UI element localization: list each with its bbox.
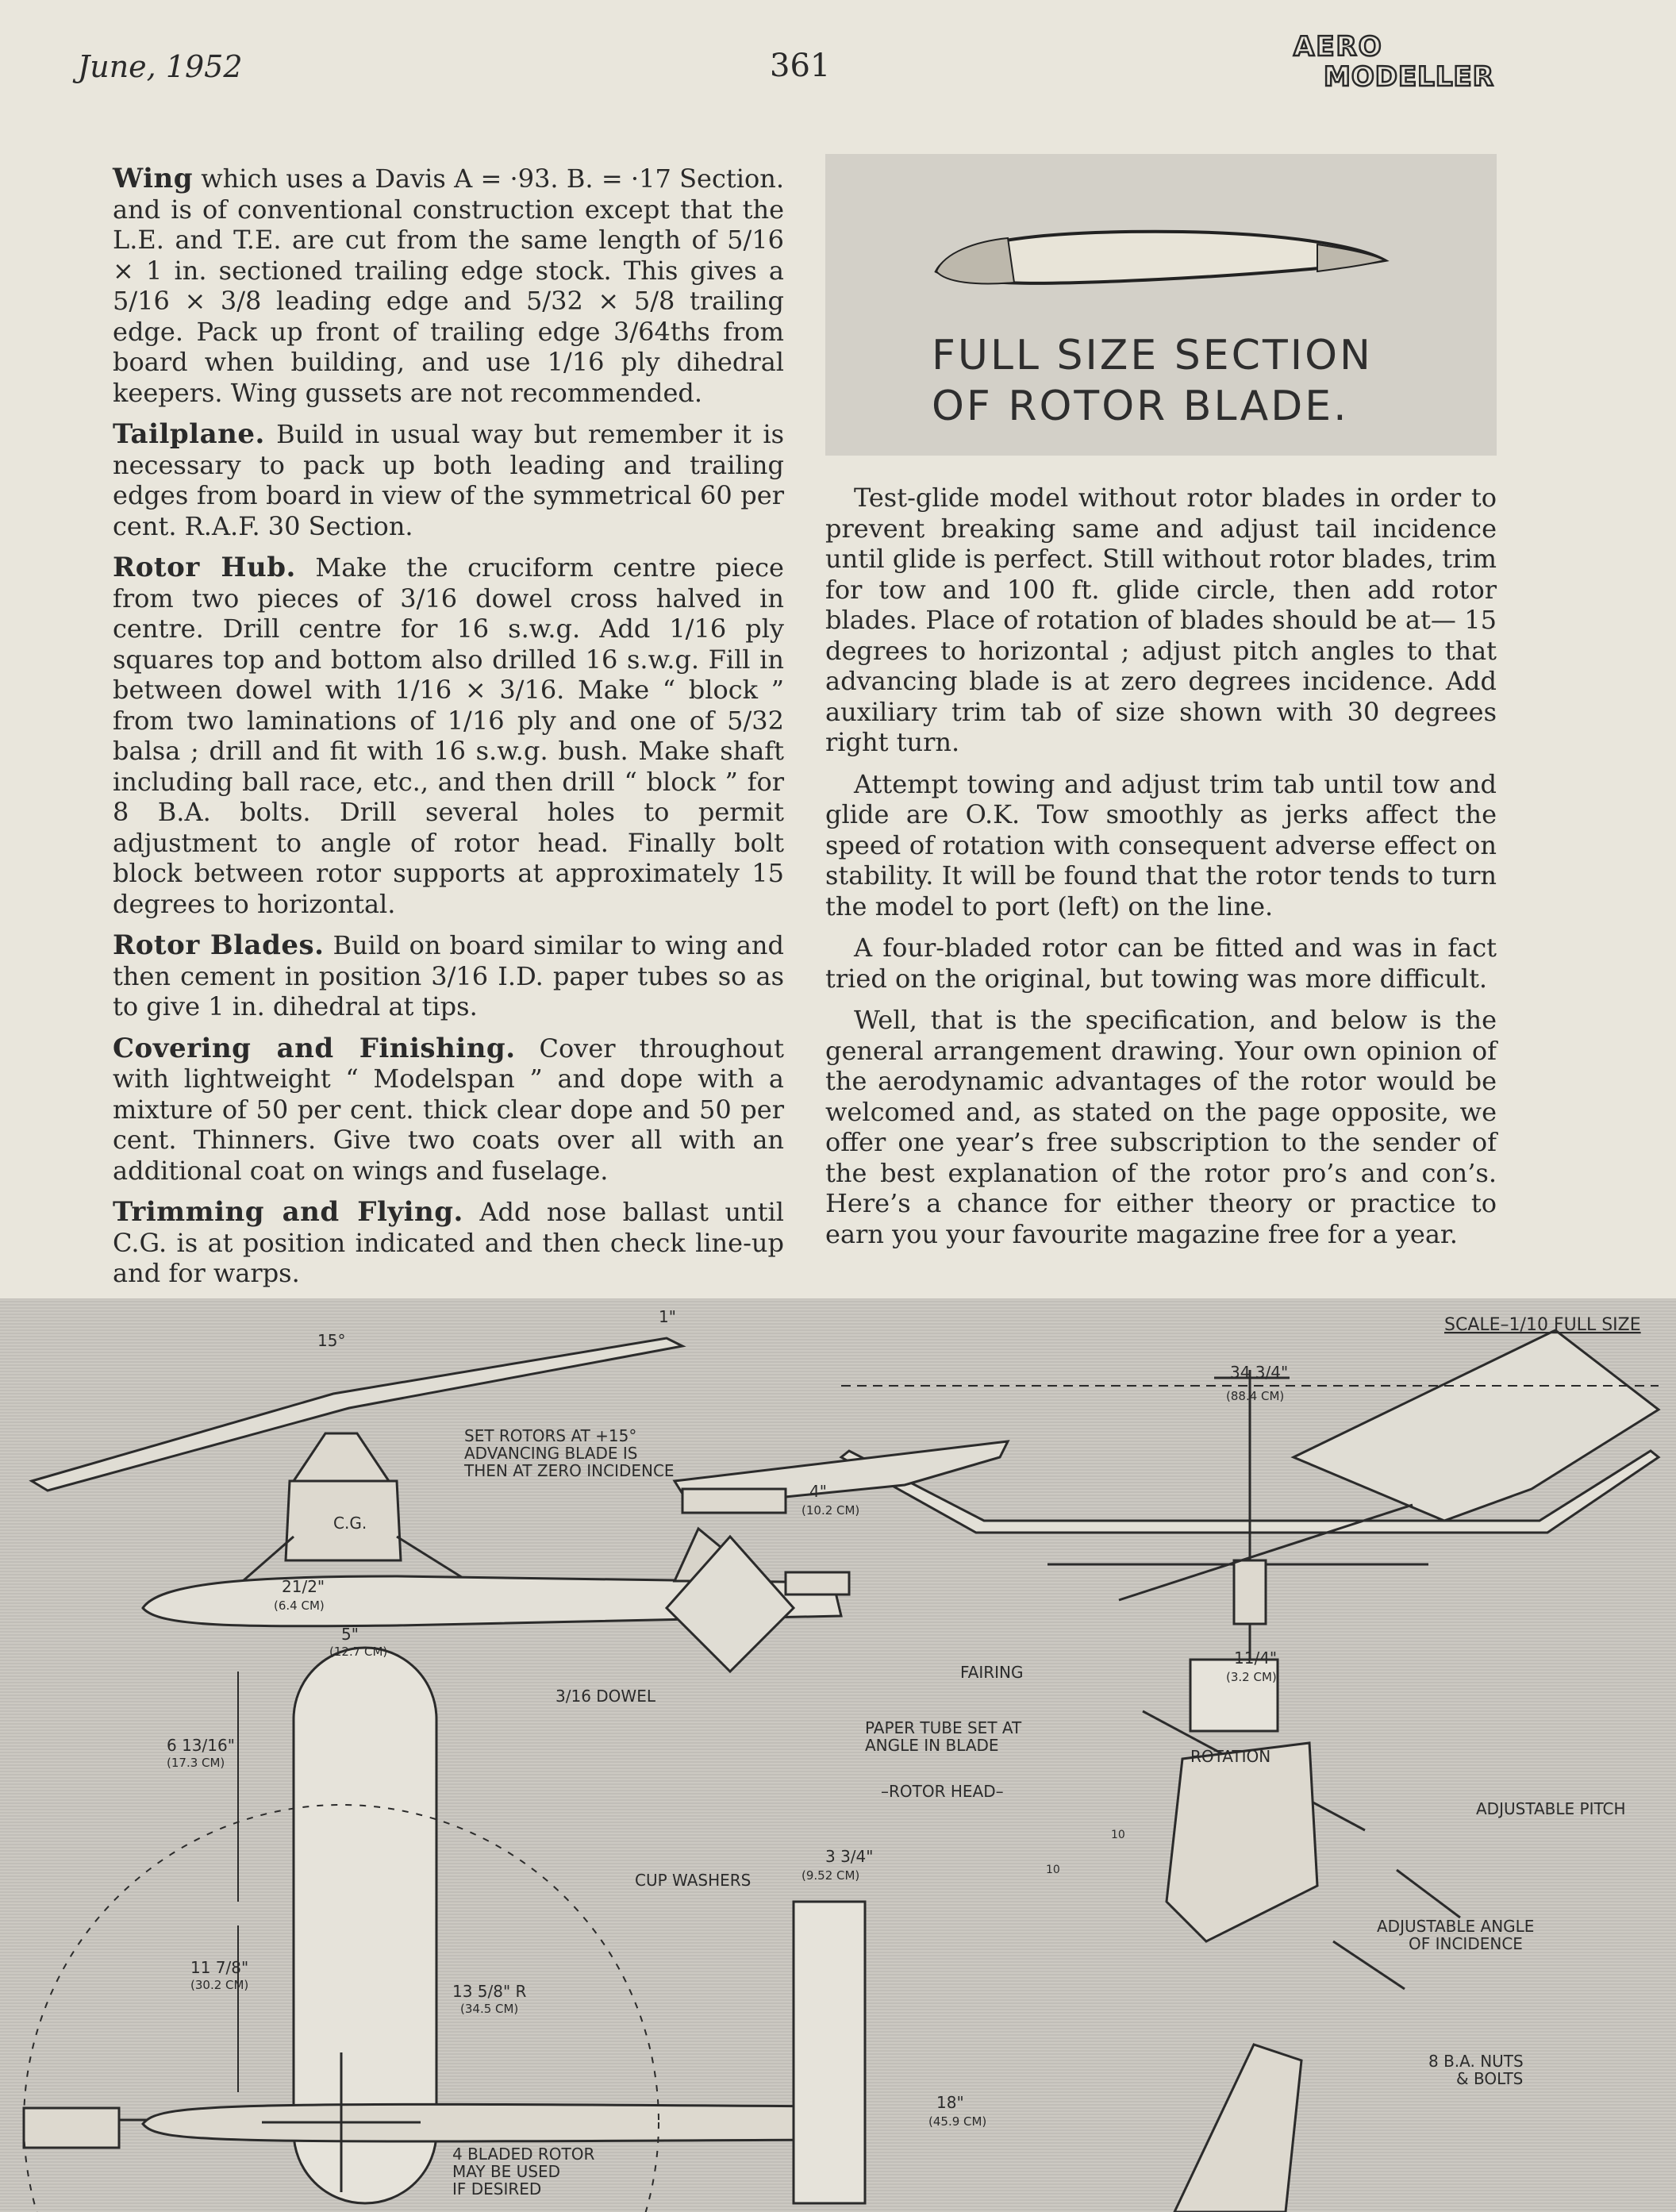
four-bladed-line1: 4 BLADED ROTOR [452, 2145, 595, 2164]
cg-label: C.G. [333, 1514, 367, 1533]
dim-34-cm: (88.4 CM) [1226, 1389, 1285, 1403]
lead-covering: Covering and Finishing. [113, 1032, 516, 1064]
adj-angle-line2: OF INCIDENCE [1409, 1934, 1523, 1953]
body-covering: Cover throughout with lightweight “ Modelspan ” and dope with a mixture of 50 per cent. thick clear dope and 50 per cent. Thinners. Give two coats over all with an additional coat on wings and fuselage. [113, 1033, 784, 1186]
dim-11-7-label: 11 7/8" [190, 1958, 249, 1977]
dim-5-label: 5" [341, 1625, 359, 1644]
paragraph-trimming [113, 1197, 784, 1289]
body-trimming: Add nose ballast until C.G. is at position indicated and then check line-up and for warps. [113, 1197, 784, 1288]
dowel-detail [682, 1489, 786, 1513]
issue-date: June, 1952 [78, 49, 243, 84]
dowel-label: 3/16 DOWEL [555, 1687, 655, 1706]
logo-line1: AERO [1294, 31, 1383, 63]
tailplane-plan [794, 1902, 865, 2203]
dim-34-label: 34 3/4" [1230, 1363, 1289, 1382]
aeromodeller-logo [1286, 29, 1494, 93]
rotor-head-label: –ROTOR HEAD– [881, 1782, 1004, 1801]
general-arrangement-drawing [0, 1298, 1676, 2212]
dim-4-cm: (10.2 CM) [801, 1503, 860, 1518]
lead-trimming: Trimming and Flying. [113, 1196, 463, 1228]
dim-1-14-cm: (3.2 CM) [1226, 1670, 1277, 1684]
paragraph-test-glide: Test-glide model without rotor blades in order to prevent breaking same and adjust tail incidence until glide is perfect. Still without rotor blades, trim for tow and 100 ft. glide circle, then add rotor blades. Place of rotation of blades should be at— 15 degrees to horizontal ; adjust pitch angles to that advancing blade is at zero degrees incidence. Add auxiliary trim tab of size shown with 30 degrees right turn. [825, 483, 1497, 757]
dim-18-cm: (45.9 CM) [928, 2114, 987, 2129]
small-10a-label: 10 [1111, 1829, 1125, 1841]
paragraph-rotor-blades [113, 930, 784, 1022]
rotation-label: ROTATION [1190, 1747, 1271, 1766]
paper-tube-line1: PAPER TUBE SET AT [865, 1718, 1022, 1737]
rotor-pylon [294, 1433, 389, 1481]
dim-3-34-label: 3 3/4" [825, 1847, 874, 1866]
dim-5-cm: (12.7 CM) [329, 1645, 388, 1659]
paragraph-covering [113, 1033, 784, 1187]
set-rotors-line2: ADVANCING BLADE IS [464, 1444, 638, 1463]
nuts-bolts-line2: & BOLTS [1456, 2069, 1524, 2088]
body-rotor-hub: Make the cruciform centre piece from two pieces of 3/16 dowel cross halved in centre. Drill centre for 16 s.w.g. Add 1/16 ply squares top and bottom also drilled 16 s.w.g. Fill in between dowel with 1/16 × 3/16. Make “ block ” from two laminations of 1/16 ply and one of 5/32 balsa ; drill and fit with 16 s.w.g. bush. Make shaft including ball race, etc., and then drill “ block ” for 8 B.A. bolts. Drill several holes to permit adjustment to angle of rotor head. Finally bolt block between rotor supports at approximately 15 degrees to horizontal. [113, 552, 784, 919]
dim-2half-label: 21/2" [282, 1577, 325, 1596]
right-column [825, 483, 1497, 1260]
body-tailplane: Build in usual way but remember it is necessary to pack up both leading and trailing edges from board in view of the symmetrical 60 per cent. R.A.F. 30 Section. [113, 419, 784, 541]
set-rotors-line1: SET ROTORS AT +15° [464, 1426, 637, 1445]
lead-wing: Wing [113, 163, 193, 194]
nose-block [24, 2108, 119, 2148]
small-10b-label: 10 [1046, 1864, 1060, 1876]
section-title-line2: OF ROTOR BLADE. [932, 383, 1349, 430]
angle-15-label: 15° [317, 1331, 346, 1350]
dim-18-label: 18" [936, 2093, 964, 2112]
set-rotors-line3: THEN AT ZERO INCIDENCE [464, 1461, 675, 1480]
bolt-detail-2 [1333, 1941, 1405, 1989]
section-title [932, 330, 1400, 432]
four-bladed-line2: MAY BE USED [452, 2162, 561, 2181]
nuts-bolts-line1: 8 B.A. NUTS [1428, 2052, 1524, 2071]
airfoil-section-drawing [921, 224, 1397, 295]
lead-tailplane: Tailplane. [113, 418, 265, 450]
dim-1-14-label: 11/4" [1234, 1648, 1278, 1668]
adj-pitch-label: ADJUSTABLE PITCH [1476, 1799, 1626, 1818]
dim-13-5-label: 13 5/8" R [452, 1982, 527, 2001]
lead-rotor-hub: Rotor Hub. [113, 552, 296, 583]
front-fuselage-box [1234, 1560, 1266, 1624]
dim-6-13-cm: (17.3 CM) [167, 1756, 225, 1770]
paragraph-towing: Attempt towing and adjust trim tab until tow and glide are O.K. Tow smoothly as jerks affect the speed of rotation with consequent adverse effect on stability. It will be found that the rotor tends to turn the model to port (left) on the line. [825, 768, 1497, 921]
paragraph-specification: Well, that is the specification, and below is the general arrangement drawing. Your own opinion of the aerodynamic advantages of the rotor would be welcomed and, as stated on the page opposite, we offer one year’s free subscription to the sender of the best explanation of the rotor pro’s and con’s. Here’s a chance for either theory or practice to earn you your favourite magazine free for a year. [825, 1005, 1497, 1249]
rotor-blade-section-figure [825, 154, 1497, 456]
dim-6-13-label: 6 13/16" [167, 1736, 235, 1755]
four-bladed-line3: IF DESIRED [452, 2179, 542, 2199]
tail-block [786, 1572, 849, 1595]
support-bottom-3d [1174, 2045, 1301, 2212]
bolt-detail [1397, 1870, 1460, 1918]
paragraph-tailplane [113, 419, 784, 541]
left-column [113, 163, 784, 1300]
dim-4-label: 4" [809, 1482, 827, 1501]
fuselage-top-outline [143, 2104, 825, 2141]
hub-support-3d [1167, 1743, 1317, 1941]
adj-angle-line1: ADJUSTABLE ANGLE [1377, 1917, 1535, 1936]
page-number: 361 [770, 48, 831, 84]
lead-rotor-blades: Rotor Blades. [113, 929, 325, 961]
dim-3-34-cm: (9.52 CM) [801, 1868, 860, 1883]
paper-tube-line2: ANGLE IN BLADE [865, 1736, 999, 1755]
section-title-line1: FULL SIZE SECTION [932, 332, 1373, 379]
paragraph-wing [113, 163, 784, 408]
fairing-label: FAIRING [960, 1663, 1024, 1682]
dim-11-7-cm: (30.2 CM) [190, 1978, 249, 1992]
scale-label: SCALE–1/10 FULL SIZE [1444, 1315, 1641, 1335]
logo-line2: MODELLER [1324, 61, 1494, 93]
body-rotor-blades: Build on board similar to wing and then cement in position 3/16 I.D. paper tubes so as to give 1 in. dihedral at tips. [113, 930, 785, 1021]
drawing-canvas [0, 1298, 1676, 2212]
dim-1in-label: 1" [659, 1307, 676, 1326]
body-wing: which uses a Davis A = ·93. B. = ·17 Section. and is of conventional construction except that the L.E. and T.E. are cut from the same length of 5/16 × 1 in. sectioned trailing edge stock. This gives a 5/16 × 3/8 leading edge and 5/32 × 5/8 trailing edge. Pack up front of trailing edge 3/64ths from board when building, and use 1/16 ply dihedral keepers. Wing gussets are not recommended. [113, 163, 784, 408]
cup-washers-label: CUP WASHERS [635, 1871, 752, 1890]
paragraph-four-bladed: A four-bladed rotor can be fitted and was in fact tried on the original, but towing was more difficult. [825, 933, 1497, 994]
dim-13-5-cm: (34.5 CM) [460, 2002, 519, 2016]
paragraph-rotor-hub [113, 552, 784, 919]
dim-2half-cm: (6.4 CM) [274, 1598, 325, 1613]
